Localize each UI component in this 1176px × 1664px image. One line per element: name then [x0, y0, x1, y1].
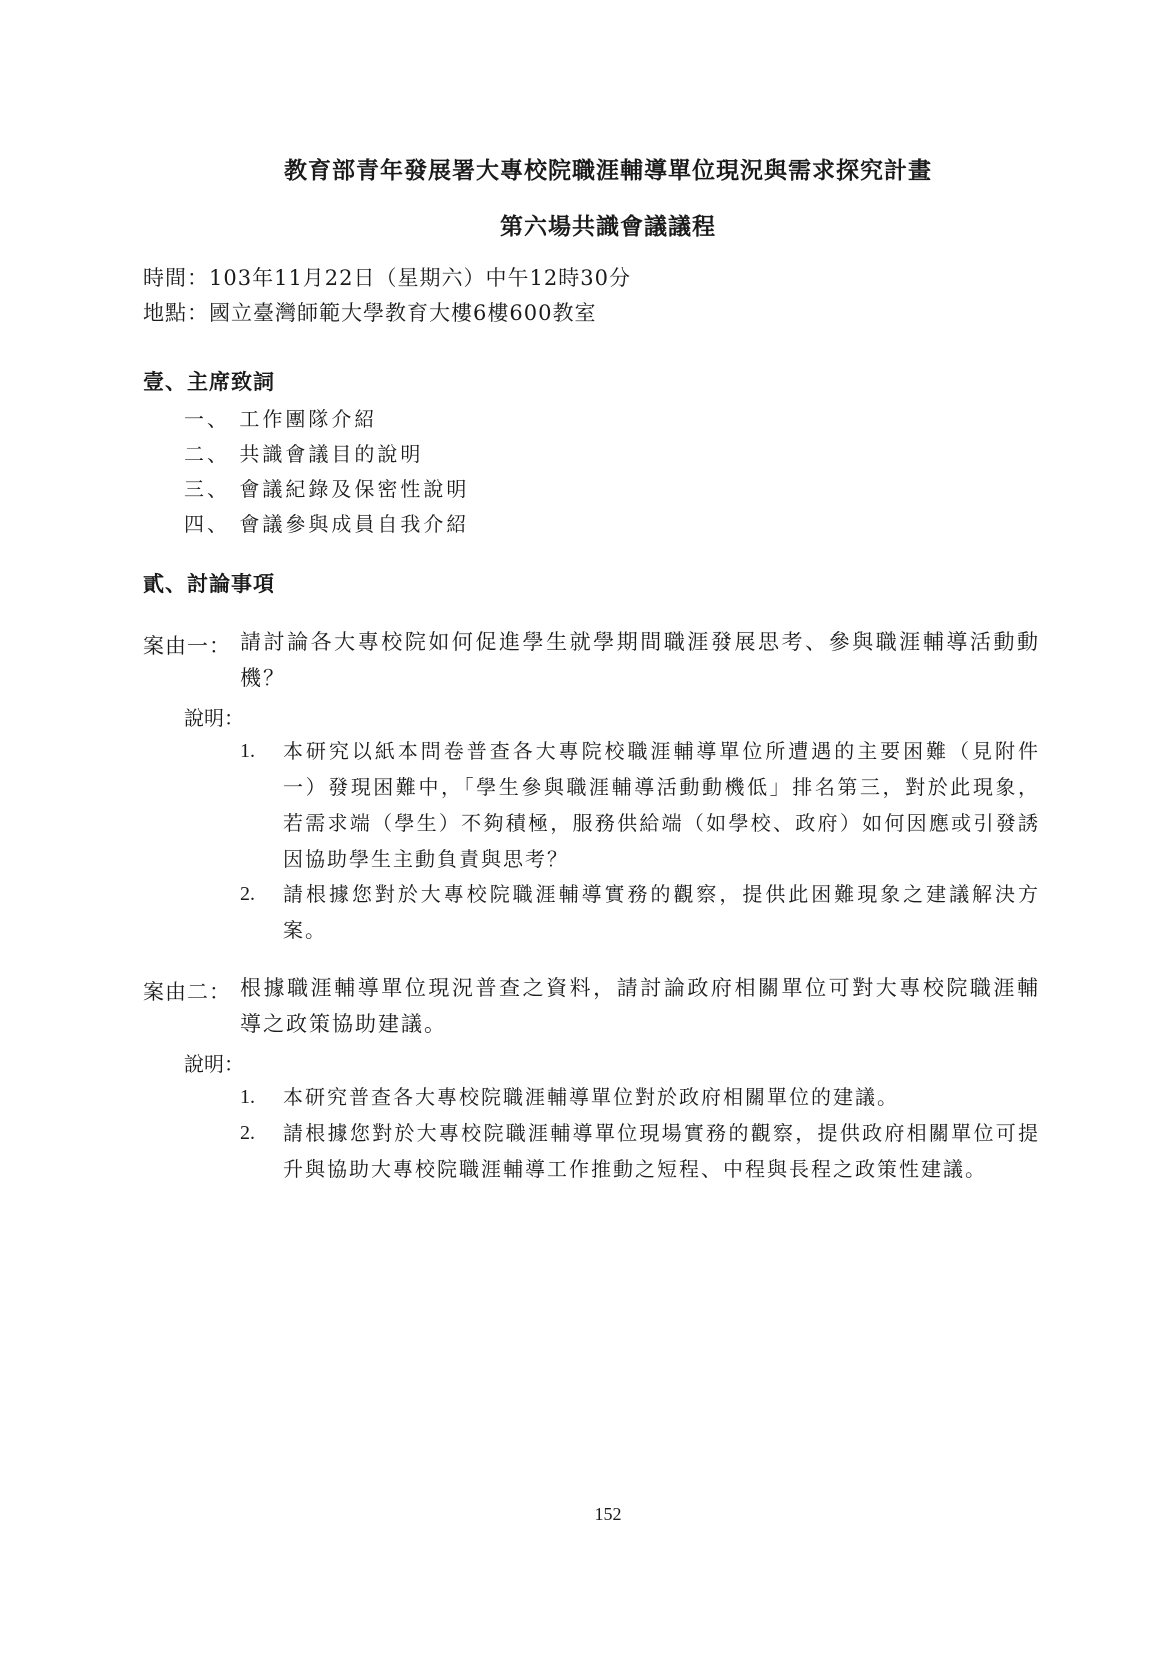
case2-point-number: 2. — [240, 1122, 255, 1144]
section2-heading: 貳、討論事項 — [143, 571, 275, 596]
case1-label: 案由一： — [143, 634, 231, 658]
section1-item: 四、 會議參與成員自我介紹 — [184, 512, 470, 536]
case1-point-text: 本研究以紙本問卷普查各大專院校職涯輔導單位所遭遇的主要困難（見附件一）發現困難中，「學生參與職涯輔導活動動機低」排名第三，對於此現象，若需求端（學生）不夠積極，服務供給端（如學校、政府）如何因應或引發誘因協助學生主動負責與思考？ — [283, 739, 1040, 871]
case1-text: 請討論各大專校院如何促進學生就學期間職涯發展思考、參與職涯輔導活動動機？ — [240, 630, 1040, 690]
case2-label: 案由二： — [143, 980, 231, 1004]
section1-item: 一、 工作團隊介紹 — [184, 407, 378, 431]
case2-point-text: 本研究普查各大專校院職涯輔導單位對於政府相關單位的建議。 — [283, 1085, 899, 1109]
case2-text: 根據職涯輔導單位現況普查之資料，請討論政府相關單位可對大專校院職涯輔導之政策協助建議。 — [240, 976, 1040, 1036]
case1-explain-label: 說明： — [184, 706, 244, 730]
case2-explain-label: 說明： — [184, 1052, 244, 1076]
section1-item: 二、 共識會議目的說明 — [184, 442, 424, 466]
case1-point-number: 1. — [240, 740, 255, 762]
case2-point-text: 請根據您對於大專校院職涯輔導單位現場實務的觀察，提供政府相關單位可提升與協助大專校院職涯輔導工作推動之短程、中程與長程之政策性建議。 — [283, 1121, 1040, 1181]
meeting-place: 地點：國立臺灣師範大學教育大樓6樓600教室 — [143, 301, 597, 325]
case2-point-number: 1. — [240, 1086, 255, 1108]
meeting-time: 時間：103年11月22日（星期六）中午12時30分 — [143, 266, 631, 290]
page-number: 152 — [594, 1504, 622, 1524]
document-subtitle: 第六場共識會議議程 — [500, 213, 716, 240]
document-title: 教育部青年發展署大專校院職涯輔導單位現況與需求探究計畫 — [284, 157, 932, 184]
section1-heading: 壹、主席致詞 — [143, 369, 275, 394]
case1-point-number: 2. — [240, 883, 255, 905]
section1-item: 三、 會議紀錄及保密性說明 — [184, 477, 470, 501]
case1-point-text: 請根據您對於大專校院職涯輔導實務的觀察，提供此困難現象之建議解決方案。 — [283, 882, 1040, 942]
